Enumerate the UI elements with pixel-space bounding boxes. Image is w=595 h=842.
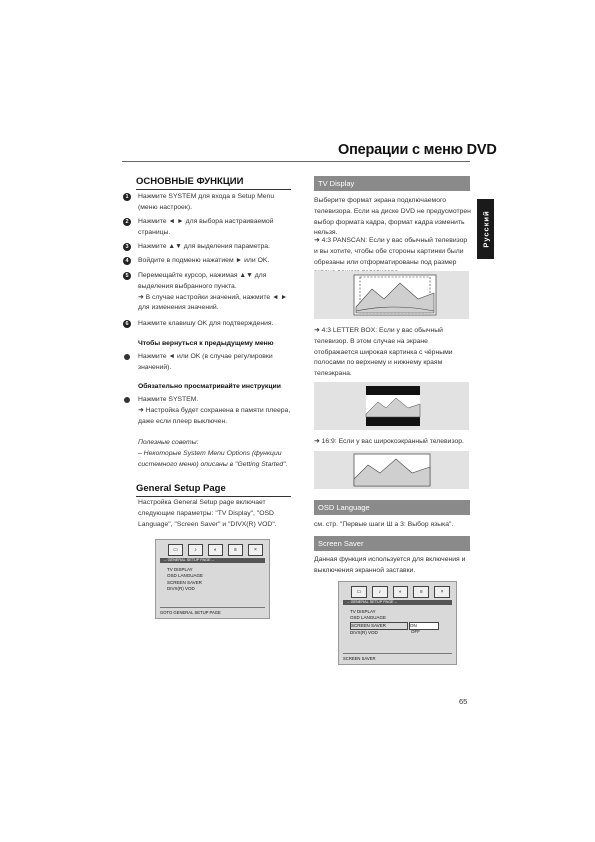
language-side-tab <box>477 199 494 259</box>
step-4 <box>124 256 294 267</box>
menu-icons <box>156 540 269 557</box>
exit-text: Нажмите SYSTEM. <box>138 396 199 403</box>
letterbox-illustration <box>314 382 469 430</box>
video-setup-icon: ◐ <box>393 586 409 598</box>
menu-bar: -- GENERAL SETUP PAGE -- <box>160 558 265 563</box>
menu-item: OSD LANGUAGE <box>350 615 387 621</box>
menu-items <box>156 564 269 593</box>
tv-display-intro: Выберите формат экрана подключаемого телевизора. Если на диске DVD не предусмотрен выбор формата кадра, формат кадра изменить нельзя. <box>314 197 471 237</box>
video-setup-icon: ◐ <box>208 544 223 556</box>
general-setup-icon: ▭ <box>351 586 367 598</box>
osd-language-text: см. стр. "Первые шаги Ш а 3: Выбор языка". <box>314 521 454 528</box>
general-setup-text: Настройка General Setup page включает следующие параметры: "TV Display", "OSD Language", "Screen Saver" и "DIVX(R) VOD". <box>138 499 277 528</box>
step-text: Нажмите ▲▼ для выделения параметра. <box>138 243 270 250</box>
step-number: 4 <box>123 257 131 265</box>
menu-item: OSD LANGUAGE <box>167 573 204 579</box>
exit-heading: Обязательно просматривайте инструкции <box>138 383 281 390</box>
menu-item: SCREEN SAVER <box>167 579 202 585</box>
menu-item: TV DISPLAY <box>350 609 376 614</box>
menu-item: DIVX(R) VOD <box>167 586 195 592</box>
menu-item: DIVX(R) VOD <box>350 630 378 636</box>
step-number: 3 <box>123 243 131 251</box>
screen-saver-menu <box>338 581 457 665</box>
exit-subtext: ➜ Настройка будет сохранена в памяти плеера, даже если плеер выключен. <box>138 406 291 425</box>
tv-display-band: TV Display <box>314 176 470 191</box>
step-subtext: ➜ В случае настройки значений, нажмите ◄ ► для изменения значений. <box>138 293 288 312</box>
general-setup-icon: ▭ <box>168 544 183 556</box>
step-6 <box>124 319 294 330</box>
tips-text: – Некоторые System Menu Options (функции системного меню) описаны в "Getting Started". <box>138 449 288 468</box>
panscan-text: ➜ 4:3 PANSCAN: Если у вас обычный телевизор и вы хотите, чтобы обе стороны картинки были обрезаны или отформатированы под размер <box>314 237 468 266</box>
menu-item-selected: SCREEN SAVER <box>350 622 408 630</box>
step-number: 5 <box>123 272 131 280</box>
panscan-illustration <box>314 271 469 319</box>
bullet-icon <box>124 397 130 403</box>
screen-saver-band: Screen Saver <box>314 536 470 551</box>
step-number: 2 <box>123 218 131 226</box>
step-3 <box>124 242 294 253</box>
basic-functions-heading: ОСНОВНЫЕ ФУНКЦИИ <box>136 176 291 190</box>
title-rule <box>122 161 470 162</box>
option-off: OFF <box>411 629 420 634</box>
menu-footer: GOTO GENERAL SETUP PAGE <box>160 607 265 615</box>
step-5 <box>124 271 294 314</box>
option-on: ON <box>409 622 439 630</box>
wide-text: ➜ 16:9: Если у вас широкоэкранный телевизор. <box>314 438 464 445</box>
page-number: 65 <box>459 697 468 706</box>
preference-icon: ≡ <box>228 544 243 556</box>
step-text: Нажмите ◄ ► для выбора настраиваемой страницы. <box>138 218 274 236</box>
page-title: Операции с меню DVD <box>338 142 497 158</box>
step-text: Перемещайте курсор, нажимая ▲▼ для выделения выбранного пункта. <box>138 272 267 290</box>
step-number: 1 <box>123 193 131 201</box>
return-heading: Чтобы вернуться к предыдущему меню <box>138 340 274 347</box>
exit-item <box>124 395 294 427</box>
tips-title: Полезные советы: <box>138 439 199 446</box>
exit-icon: × <box>248 544 263 556</box>
menu-bar: -- GENERAL SETUP PAGE -- <box>343 600 452 605</box>
step-number: 6 <box>123 320 131 328</box>
audio-setup-icon: ♪ <box>188 544 203 556</box>
menu-item: TV DISPLAY <box>167 567 193 572</box>
bullet-icon <box>124 354 130 360</box>
menu-footer: SCREEN SAVER <box>343 653 452 661</box>
step-text: Войдите в подменю нажатием ► или OK. <box>138 257 270 264</box>
step-text: Нажмите SYSTEM для входа в Setup Menu (меню настроек). <box>138 193 275 211</box>
exit-icon: × <box>434 586 450 598</box>
step-2 <box>124 217 294 239</box>
wide-illustration <box>314 451 469 489</box>
side-tab-label: Русский <box>481 210 490 248</box>
general-setup-heading: General Setup Page <box>136 483 291 497</box>
screen-saver-text: Данная функция используется для включения и выключения экранной заставки. <box>314 556 466 574</box>
preference-icon: ≡ <box>413 586 429 598</box>
letterbox-image <box>314 382 469 430</box>
menu-items <box>339 606 456 637</box>
general-setup-menu <box>155 539 270 619</box>
tips <box>138 438 294 470</box>
return-text: Нажмите ◄ или OK (в случае регулировки значений). <box>138 353 273 371</box>
wide-image <box>314 451 469 489</box>
osd-language-band: OSD Language <box>314 500 470 515</box>
step-1 <box>124 192 294 214</box>
mountain-image <box>314 271 469 319</box>
audio-setup-icon: ♪ <box>372 586 388 598</box>
step-text: Нажмите клавишу OK для подтверждения. <box>138 320 274 327</box>
menu-icons <box>339 582 456 599</box>
return-item <box>124 352 294 374</box>
letterbox-text: ➜ 4:3 LETTER BOX: Если у вас обычный телевизор. В этом случае на экране отображается широкая картинка с чёрными полосами по верхнему и нижнему краям телеэкрана. <box>314 327 453 378</box>
